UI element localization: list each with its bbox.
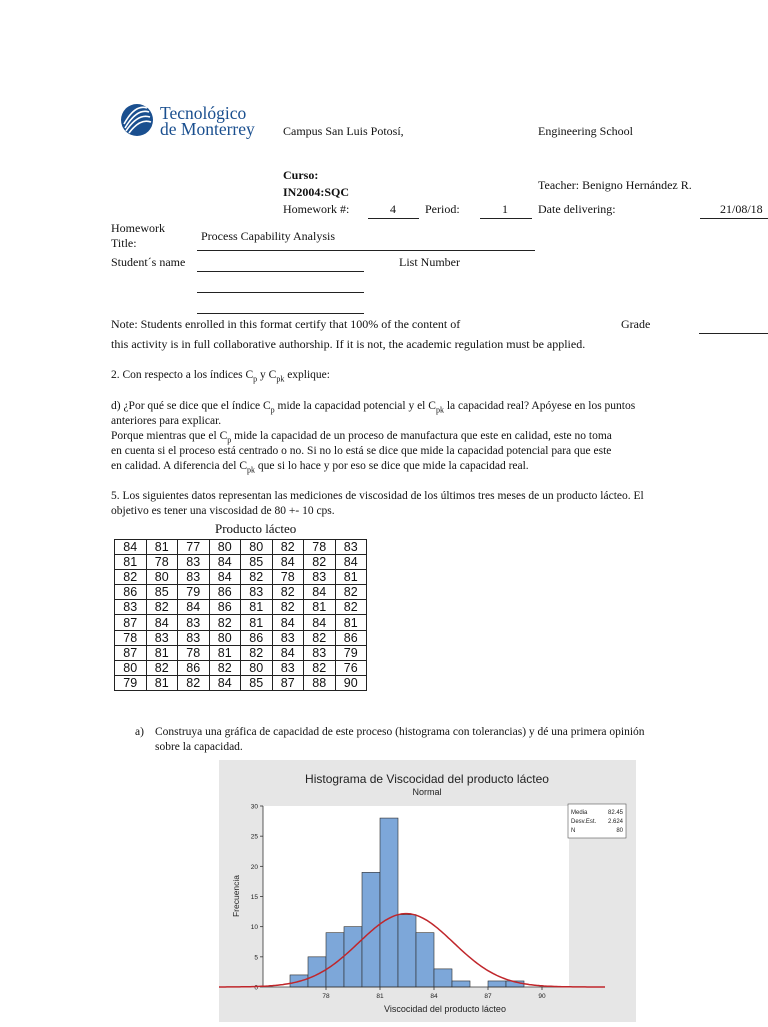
table-row <box>115 645 367 660</box>
table-cell: 81 <box>146 675 178 690</box>
histogram-bar <box>326 933 344 987</box>
period-value: 1 <box>502 202 508 216</box>
table-cell: 83 <box>146 630 178 645</box>
table-cell: 87 <box>272 675 304 690</box>
table-cell: 86 <box>209 585 241 600</box>
table-cell: 84 <box>272 615 304 630</box>
table-cell: 84 <box>209 555 241 570</box>
histogram-bar <box>488 981 506 987</box>
table-cell: 80 <box>241 540 273 555</box>
y-tick-label: 0 <box>254 984 258 992</box>
x-tick-label: 84 <box>430 993 438 1000</box>
table-cell: 78 <box>146 555 178 570</box>
table-cell: 83 <box>178 555 210 570</box>
table-cell: 82 <box>272 585 304 600</box>
table-cell: 83 <box>178 570 210 585</box>
table-cell: 84 <box>115 540 147 555</box>
table-cell: 80 <box>146 570 178 585</box>
table-cell: 84 <box>272 645 304 660</box>
table-row <box>115 540 367 555</box>
logo-icon <box>121 104 153 136</box>
table-cell: 83 <box>241 585 273 600</box>
y-tick-label: 5 <box>254 954 258 962</box>
hw-title-label-2: Title: <box>111 236 137 250</box>
x-tick-label: 90 <box>538 993 546 1000</box>
histogram-bar <box>344 927 362 987</box>
logo-line2: de Monterrey <box>160 119 255 139</box>
x-axis-label: Viscocidad del producto lácteo <box>384 1004 506 1014</box>
table-cell: 83 <box>272 660 304 675</box>
y-tick-label: 25 <box>250 833 258 841</box>
table-cell: 81 <box>241 600 273 615</box>
y-tick-label: 10 <box>250 924 258 932</box>
table-cell: 82 <box>335 600 367 615</box>
q5-line1: 5. Los siguientes datos representan las mediciones de viscosidad de los últimos tres meses de un producto lácteo. El <box>111 490 644 502</box>
table-cell: 81 <box>304 600 336 615</box>
histogram-chart <box>219 760 636 1022</box>
table-cell: 81 <box>209 645 241 660</box>
legend-label: Media <box>571 810 588 816</box>
q2-answer-line1: Porque mientras que el $C_p$ mide la capacidad de un proceso de manufactura que este en calidad, este no toma <box>111 430 612 445</box>
campus-text: Campus San Luis Potosí, <box>283 124 404 138</box>
x-tick-label: 78 <box>322 993 330 1000</box>
table-cell: 82 <box>304 555 336 570</box>
table-row <box>115 555 367 570</box>
legend-label: Desv.Est. <box>571 819 597 825</box>
q5-line2: objetivo es tener una viscosidad de 80 +- 10 cps. <box>111 505 335 517</box>
table-cell: 84 <box>178 600 210 615</box>
table-cell: 87 <box>115 645 147 660</box>
legend-value: 2.624 <box>607 819 623 825</box>
y-axis-label: Frecuencia <box>231 874 241 918</box>
table-cell: 90 <box>335 675 367 690</box>
table-cell: 81 <box>115 555 147 570</box>
histogram-bar <box>380 818 398 987</box>
table-cell: 86 <box>115 585 147 600</box>
q2-answer-line2: en cuenta si el proceso está centrado o no. Si no lo está se dice que mide la capacidad potencial para que este <box>111 445 612 457</box>
table-cell: 82 <box>304 630 336 645</box>
table-cell: 82 <box>209 615 241 630</box>
table-cell: 84 <box>209 570 241 585</box>
legend-value: 82.45 <box>607 810 623 816</box>
table-cell: 79 <box>335 645 367 660</box>
table-row <box>115 615 367 630</box>
table-cell: 80 <box>241 660 273 675</box>
legend-label: N <box>571 828 576 834</box>
table-cell: 83 <box>115 600 147 615</box>
homework-label: Homework #: <box>283 202 350 216</box>
table-cell: 78 <box>272 570 304 585</box>
list-number-label: List Number <box>399 255 460 269</box>
table-cell: 78 <box>304 540 336 555</box>
table-cell: 77 <box>178 540 210 555</box>
table-cell: 86 <box>335 630 367 645</box>
table-cell: 78 <box>115 630 147 645</box>
legend-value: 80 <box>616 828 623 834</box>
note-line1: Note: Students enrolled in this format certify that 100% of the content of <box>111 317 461 331</box>
table-row <box>115 630 367 645</box>
table-cell: 87 <box>115 615 147 630</box>
table-cell: 82 <box>272 540 304 555</box>
q5a-line1: Construya una gráfica de capacidad de este proceso (histograma con tolerancias) y dé una primera opinión <box>155 726 645 738</box>
q5a-line2: sobre la capacidad. <box>155 741 243 753</box>
q5a-label: a) <box>135 726 144 738</box>
course-code: IN2004:SQC <box>283 185 350 199</box>
table-cell: 78 <box>178 645 210 660</box>
chart-subtitle: Normal <box>412 787 442 797</box>
note-line2: this activity is in full collaborative authorship. If it is not, the academic regulation must be applied. <box>111 337 586 351</box>
table-cell: 84 <box>335 555 367 570</box>
school-text: Engineering School <box>538 124 633 138</box>
table-cell: 80 <box>209 540 241 555</box>
table-cell: 85 <box>146 585 178 600</box>
q2-answer-line3: en calidad. A diferencia del $C_{pk}$ que si lo hace y por eso se dice que mide la capacidad real. <box>111 460 529 475</box>
x-tick-label: 87 <box>484 993 492 1000</box>
table-cell: 85 <box>241 555 273 570</box>
x-tick-label: 81 <box>376 993 384 1000</box>
table-cell: 85 <box>241 675 273 690</box>
table-cell: 80 <box>209 630 241 645</box>
table-cell: 82 <box>304 660 336 675</box>
table-cell: 82 <box>115 570 147 585</box>
y-tick-label: 20 <box>250 863 258 871</box>
table-cell: 82 <box>146 600 178 615</box>
table-cell: 81 <box>335 615 367 630</box>
table-cell: 83 <box>335 540 367 555</box>
table-title: Producto lácteo <box>215 521 297 536</box>
table-cell: 84 <box>209 675 241 690</box>
table-row <box>115 600 367 615</box>
table-cell: 84 <box>146 615 178 630</box>
table-cell: 79 <box>115 675 147 690</box>
date-value: 21/08/18 <box>720 202 763 216</box>
table-cell: 76 <box>335 660 367 675</box>
table-cell: 82 <box>178 675 210 690</box>
viscosity-table <box>114 539 367 691</box>
table-cell: 80 <box>115 660 147 675</box>
chart-title: Histograma de Viscocidad del producto lácteo <box>305 772 549 786</box>
table-cell: 84 <box>304 615 336 630</box>
q2d-line1: d) ¿Por qué se dice que el índice $C_p$ mide la capacidad potencial y el $C_{pk}$ la capacidad real? Apóyese en los puntos <box>111 400 636 415</box>
table-cell: 86 <box>209 600 241 615</box>
histogram-bar <box>416 933 434 987</box>
y-tick-label: 15 <box>250 894 258 901</box>
histogram-bar <box>362 872 380 987</box>
hw-title-label-1: Homework <box>111 221 165 235</box>
period-label: Period: <box>425 202 460 216</box>
histogram-bar <box>398 915 416 987</box>
grade-label: Grade <box>621 317 651 331</box>
table-cell: 83 <box>178 630 210 645</box>
q2-intro: 2. Con respecto a los índices $C_p$ y $C_{pk}$ explique: <box>111 369 330 384</box>
table-cell: 84 <box>272 555 304 570</box>
logo-line1: Tecnológico <box>160 103 247 123</box>
table-cell: 82 <box>241 570 273 585</box>
table-cell: 82 <box>272 600 304 615</box>
table-cell: 83 <box>272 630 304 645</box>
student-label: Student´s name <box>111 255 186 269</box>
table-row <box>115 570 367 585</box>
y-tick-label: 30 <box>250 803 258 811</box>
table-cell: 81 <box>146 645 178 660</box>
histogram-bar <box>452 981 470 987</box>
course-label: Curso: <box>283 168 319 182</box>
homework-number: 4 <box>390 202 396 216</box>
table-cell: 81 <box>335 570 367 585</box>
stats-legend <box>568 804 626 838</box>
histogram-bar <box>434 969 452 987</box>
q2d-line2: anteriores para explicar. <box>111 415 222 427</box>
table-cell: 82 <box>209 660 241 675</box>
histogram-svg <box>219 760 636 1022</box>
table-cell: 82 <box>241 645 273 660</box>
table-cell: 83 <box>304 645 336 660</box>
table-row <box>115 585 367 600</box>
table-cell: 86 <box>241 630 273 645</box>
table-cell: 84 <box>304 585 336 600</box>
table-cell: 86 <box>178 660 210 675</box>
teacher-text: Teacher: Benigno Hernández R. <box>538 178 692 192</box>
table-cell: 79 <box>178 585 210 600</box>
table-cell: 88 <box>304 675 336 690</box>
table-cell: 81 <box>146 540 178 555</box>
table-cell: 82 <box>335 585 367 600</box>
table-cell: 83 <box>178 615 210 630</box>
table-cell: 83 <box>304 570 336 585</box>
table-row <box>115 675 367 690</box>
table-cell: 82 <box>146 660 178 675</box>
hw-title-value: Process Capability Analysis <box>201 229 335 243</box>
table-cell: 81 <box>241 615 273 630</box>
table-row <box>115 660 367 675</box>
date-label: Date delivering: <box>538 202 616 216</box>
